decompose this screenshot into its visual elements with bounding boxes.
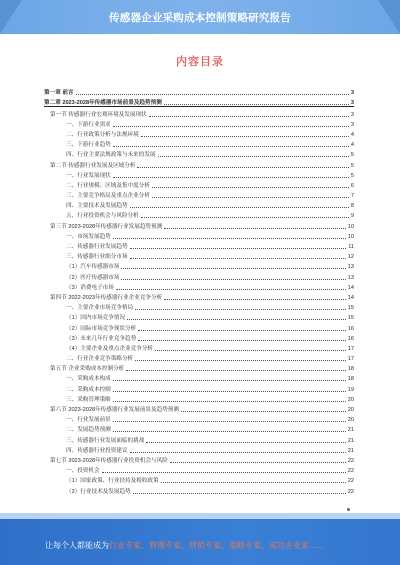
toc-entry-page: 5 <box>350 172 354 179</box>
toc-entry-label: 一、行业发展现状 <box>66 172 111 179</box>
toc-dot-leader <box>155 350 346 351</box>
toc-dot-leader <box>146 442 345 443</box>
toc-entry-page: 3 <box>350 100 354 107</box>
toc-entry-label: 二、发展趋势预测 <box>66 427 111 434</box>
toc-entry[interactable] <box>44 484 354 494</box>
toc-entry-page: 18 <box>347 366 354 373</box>
toc-entry-page: 8 <box>350 203 354 210</box>
toc-entry[interactable] <box>44 474 354 484</box>
toc-dot-leader <box>113 391 346 392</box>
toc-entry-page: 21 <box>347 437 354 444</box>
toc-entry-page: 10 <box>347 233 354 240</box>
toc-dot-leader <box>181 411 346 412</box>
toc-entry-label: （1）国内市场竞争情况 <box>66 315 126 322</box>
toc-entry-page: 15 <box>347 305 354 312</box>
footer-slogan <box>45 540 325 551</box>
toc-dot-leader <box>113 421 346 422</box>
toc-entry-label: 一、主要企业市场竞争格局 <box>66 305 134 312</box>
toc-entry[interactable] <box>44 189 354 199</box>
toc-entry-page: 19 <box>347 386 354 393</box>
toc-entry[interactable] <box>44 393 354 403</box>
toc-entry[interactable] <box>44 413 354 423</box>
toc-entry-page: 4 <box>350 131 354 138</box>
toc-entry[interactable] <box>44 240 354 250</box>
toc-entry[interactable] <box>44 179 354 189</box>
toc-entry-page: 7 <box>350 193 354 200</box>
toc-entry-label: 二、行业企业竞争策略分析 <box>66 356 134 363</box>
toc-entry[interactable] <box>44 372 354 382</box>
toc-entry[interactable] <box>44 199 354 209</box>
toc-entry-label: （1）汽车传感器市场 <box>66 264 120 271</box>
toc-entry-page: 12 <box>347 254 354 261</box>
toc-entry-page: 22 <box>347 468 354 475</box>
toc-dot-leader <box>130 452 346 453</box>
toc-entry[interactable] <box>44 270 354 280</box>
footer-slogan-highlight: 行业专家、管理专家、营销专家、战略专家、成功企业家…… <box>109 541 325 550</box>
toc-entry[interactable] <box>44 260 354 270</box>
toc-entry[interactable] <box>44 342 354 352</box>
toc-dot-leader <box>149 116 349 117</box>
toc-dot-leader <box>113 380 346 381</box>
toc-entry[interactable] <box>44 332 354 342</box>
toc-entry[interactable] <box>44 219 354 229</box>
toc-dot-leader <box>138 330 346 331</box>
toc-dot-leader <box>164 228 346 229</box>
toc-entry[interactable] <box>44 423 354 433</box>
toc-dot-leader <box>113 431 346 432</box>
toc-entry-page: 4 <box>350 142 354 149</box>
toc-entry-page: 20 <box>347 407 354 413</box>
toc-heading: 内容目录 <box>176 56 224 68</box>
toc-entry[interactable] <box>44 169 354 179</box>
report-header <box>0 0 400 34</box>
toc-entry[interactable] <box>44 148 354 158</box>
toc-entry-label: （1）国家政策、行业扶持及税收政策 <box>66 478 159 485</box>
toc-entry[interactable] <box>44 291 354 301</box>
toc-dot-leader <box>102 472 346 473</box>
toc-entry-label: 三、主要竞争格局及重点企业分析 <box>66 193 150 200</box>
toc-entry-page: 13 <box>347 264 354 271</box>
toc-entry-label: 四、主要技术及发展趋势 <box>66 203 128 210</box>
toc-entry-label: 第三节 2023-2028年传感器行业发展趋势预测 <box>50 223 163 230</box>
toc-entry[interactable] <box>44 464 354 474</box>
toc-entry-label: 四、传感器行业投资建议 <box>66 447 128 454</box>
toc-entry-page: 9 <box>350 213 354 220</box>
toc-entry-label: 二、行业规模、区域及集中度分析 <box>66 182 150 189</box>
toc-entry[interactable] <box>44 86 354 96</box>
toc-entry-label: （2）医疗传感器市场 <box>66 274 120 281</box>
toc-dot-leader <box>113 177 349 178</box>
toc-dot-leader <box>130 248 347 249</box>
toc-entry[interactable] <box>44 209 354 219</box>
toc-entry-page: 3 <box>350 111 354 118</box>
toc-entry-page: 20 <box>347 417 354 424</box>
toc-entry-page: 5 <box>350 162 354 169</box>
toc-entry[interactable] <box>44 352 354 362</box>
toc-entry-label: （3）消费电子市场 <box>66 284 114 291</box>
toc-entry[interactable] <box>44 107 354 117</box>
footer-slogan-prefix: 让每个人都能成为 <box>45 541 109 550</box>
toc-entry-label: （2）行业技术及发展趋势 <box>66 488 131 495</box>
toc-entry[interactable] <box>44 118 354 128</box>
toc-dot-leader <box>135 309 346 310</box>
toc-dot-leader <box>121 268 345 269</box>
toc-entry-page: 22 <box>347 457 354 464</box>
toc-entry-page: 17 <box>347 356 354 363</box>
toc-entry[interactable] <box>44 403 354 413</box>
toc-entry[interactable] <box>44 250 354 260</box>
toc-dot-leader <box>170 462 346 463</box>
toc-dot-leader <box>164 299 346 300</box>
page-marker <box>347 508 350 511</box>
toc-entry[interactable] <box>44 158 354 168</box>
toc-entry[interactable] <box>44 138 354 148</box>
toc-dot-leader <box>137 167 348 168</box>
report-title: 传感器企业采购成本控制策略研究报告 <box>109 12 291 24</box>
toc-dot-leader <box>113 126 349 127</box>
toc-entry[interactable] <box>44 128 354 138</box>
toc-entry-page: 20 <box>347 396 354 403</box>
toc-entry[interactable] <box>44 382 354 392</box>
toc-entry-label: 二、采购成本控制 <box>66 386 111 393</box>
toc-entry-page: 13 <box>347 274 354 281</box>
toc-entry[interactable] <box>44 230 354 240</box>
toc-entry-page: 17 <box>347 345 354 352</box>
toc-dot-leader <box>130 207 349 208</box>
toc-entry-label: 第五节 企业采购成本控制分析 <box>50 366 125 373</box>
toc-entry[interactable] <box>44 281 354 291</box>
toc-entry[interactable] <box>44 433 354 443</box>
toc-dot-leader <box>116 289 346 290</box>
toc-dot-leader <box>126 370 345 371</box>
toc-entry-label: 一、下游行业需求 <box>66 121 111 128</box>
toc-entry-label: 第一章 前言 <box>44 90 74 97</box>
toc-entry-label: 五、行业投资机会与风险分析 <box>66 213 139 220</box>
toc-entry-page: 21 <box>347 447 354 454</box>
toc-entry-label: 第七节 2023-2028年传感器行业投资机会与风险 <box>50 457 168 464</box>
toc-entry-label: 三、传感器行业细分市场 <box>66 254 128 261</box>
toc-entry-label: （2）国际市场竞争现状分析 <box>66 325 137 332</box>
toc-entry-label: 二、行业政策分析与法规环境 <box>66 131 139 138</box>
toc-entry-label: 第六节 2023-2028年传感器行业发展前景及趋势预测 <box>50 407 179 413</box>
toc-entry-label: （4）主要企业及重点企业竞争分析 <box>66 345 154 352</box>
toc-dot-leader <box>113 146 349 147</box>
toc-dot-leader <box>161 482 346 483</box>
toc-entry-label: 三、采购管理策略 <box>66 396 111 403</box>
toc-entry[interactable] <box>44 96 354 107</box>
toc-entry-page: 6 <box>350 182 354 189</box>
toc-dot-leader <box>76 94 349 95</box>
toc-entry-label: 一、采购成本构成 <box>66 376 111 383</box>
toc-dot-leader <box>130 258 346 259</box>
toc-entry-page: 15 <box>347 315 354 322</box>
toc-entry-label: 一、行业发展前景 <box>66 417 111 424</box>
table-of-contents <box>44 86 354 495</box>
toc-dot-leader <box>141 136 349 137</box>
toc-entry[interactable] <box>44 444 354 454</box>
toc-entry-label: 三、下游行业趋势 <box>66 142 111 149</box>
toc-dot-leader <box>135 360 346 361</box>
toc-entry-label: 第二章 2023-2028年传感器市场前景及趋势预测 <box>44 100 162 107</box>
toc-entry-page: 18 <box>347 376 354 383</box>
toc-dot-leader <box>127 319 346 320</box>
toc-dot-leader <box>113 238 346 239</box>
toc-dot-leader <box>152 187 349 188</box>
toc-entry[interactable] <box>44 454 354 464</box>
toc-entry-label: 三、传感器行业发展面临的挑战 <box>66 437 145 444</box>
toc-entry-label: 一、投资机会 <box>66 468 100 475</box>
toc-entry-label: 四、行业主要法规政策与未来的发展 <box>66 152 156 159</box>
toc-dot-leader <box>152 197 349 198</box>
toc-dot-leader <box>121 279 345 280</box>
toc-entry-label: 第四节 2022-2023年传感器行业企业竞争分析 <box>50 294 163 301</box>
toc-entry-page: 21 <box>347 427 354 434</box>
toc-entry-page: 10 <box>347 223 354 230</box>
toc-entry-page: 3 <box>350 121 354 128</box>
toc-entry[interactable] <box>44 301 354 311</box>
toc-entry[interactable] <box>44 362 354 372</box>
toc-entry-page: 14 <box>347 294 354 301</box>
toc-dot-leader <box>113 401 346 402</box>
toc-entry-label: 一、市场发展趋势 <box>66 233 111 240</box>
toc-entry-page: 22 <box>347 488 354 495</box>
toc-entry-page: 16 <box>347 325 354 332</box>
toc-entry[interactable] <box>44 321 354 331</box>
toc-entry-label: 第一节 传感器行业宏观环境及发展现状 <box>50 111 147 118</box>
toc-entry-page: 5 <box>350 152 354 159</box>
toc-entry-page: 22 <box>347 478 354 485</box>
toc-entry-page: 11 <box>348 244 354 250</box>
toc-dot-leader <box>164 104 349 105</box>
toc-entry[interactable] <box>44 311 354 321</box>
toc-entry-label: 第二节 传感器行业发展及区域分析 <box>50 162 136 169</box>
toc-dot-leader <box>158 156 349 157</box>
toc-entry-page: 14 <box>347 284 354 291</box>
toc-entry-page: 3 <box>350 90 354 97</box>
toc-entry-page: 16 <box>347 335 354 342</box>
toc-dot-leader <box>138 340 346 341</box>
toc-dot-leader <box>133 493 346 494</box>
toc-entry-label: 二、传感器行业发展趋势 <box>66 244 128 250</box>
toc-dot-leader <box>141 217 349 218</box>
toc-entry-label: （3）未来几年行业竞争趋势 <box>66 335 137 342</box>
